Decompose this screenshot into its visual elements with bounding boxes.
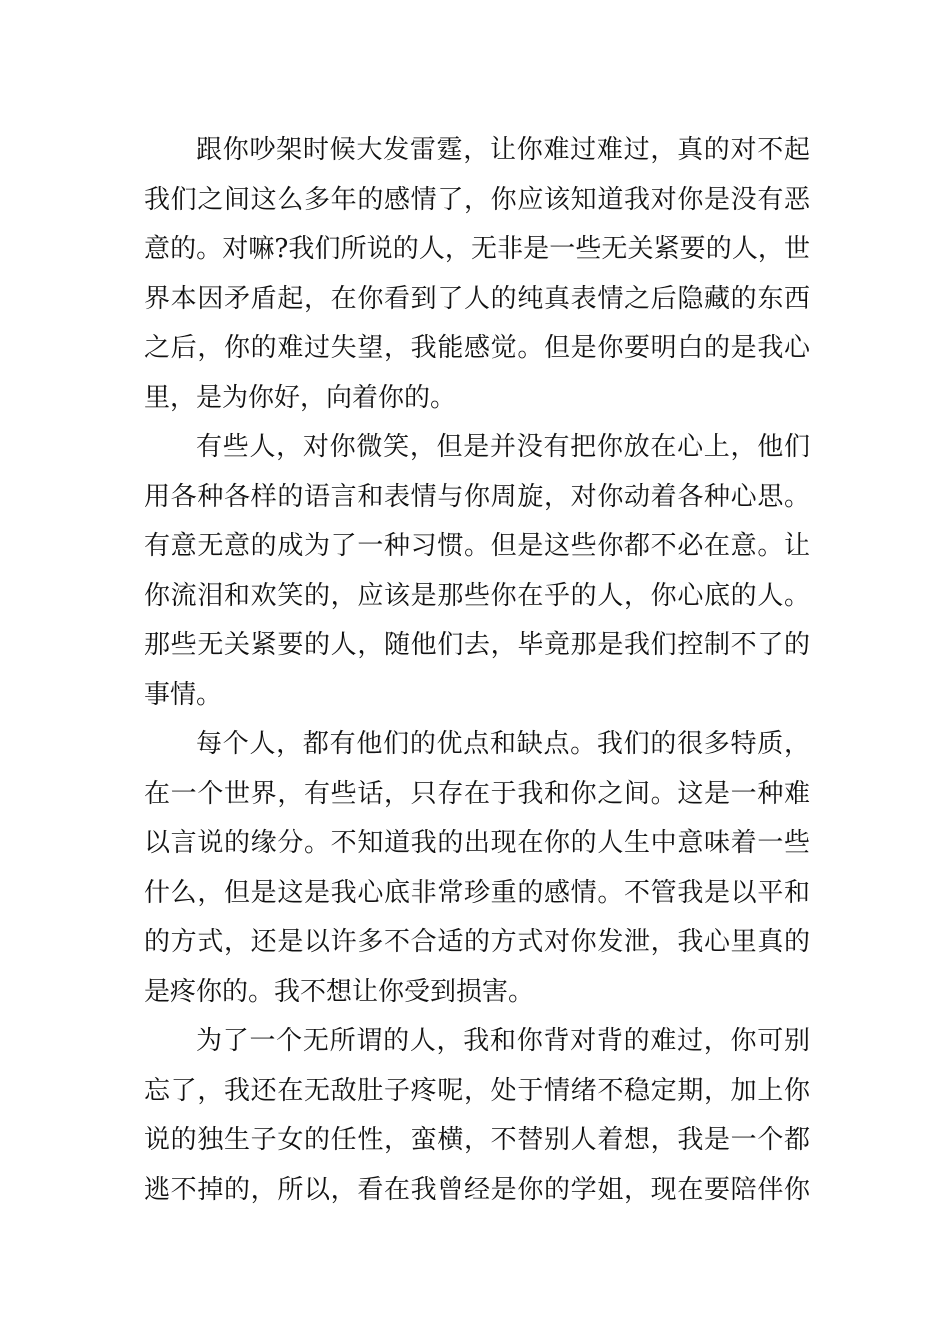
paragraph-1-line-4: 界本因矛盾起，在你看到了人的纯真表情之后隐藏的东西 [144, 284, 810, 314]
paragraph-2-line-5: 那些无关紧要的人，随他们去，毕竟那是我们控制不了的 [144, 630, 810, 660]
paragraph-4-line-1: 为了一个无所谓的人，我和你背对背的难过，你可别 [196, 1026, 810, 1056]
paragraph-1-line-3: 意的。对嘛?我们所说的人，无非是一些无关紧要的人，世 [144, 234, 810, 264]
paragraph-4-line-2: 忘了，我还在无敌肚子疼呢，处于情绪不稳定期，加上你 [144, 1076, 810, 1106]
paragraph-3-line-5: 的方式，还是以许多不合适的方式对你发泄，我心里真的 [144, 927, 810, 957]
paragraph-3-line-2: 在一个世界，有些话，只存在于我和你之间。这是一种难 [144, 779, 810, 809]
paragraph-1-line-1: 跟你吵架时候大发雷霆，让你难过难过，真的对不起 [196, 135, 810, 165]
paragraph-2-line-1: 有些人，对你微笑，但是并没有把你放在心上，他们 [196, 432, 810, 462]
paragraph-2-line-3: 有意无意的成为了一种习惯。但是这些你都不必在意。让 [144, 531, 810, 561]
paragraph-3-line-1: 每个人，都有他们的优点和缺点。我们的很多特质， [196, 729, 810, 759]
paragraph-3-line-4: 什么，但是这是我心底非常珍重的感情。不管我是以平和 [144, 878, 810, 908]
paragraph-3-line-3: 以言说的缘分。不知道我的出现在你的人生中意味着一些 [144, 828, 810, 858]
paragraph-4-line-4: 逃不掉的，所以，看在我曾经是你的学姐，现在要陪伴你 [144, 1175, 810, 1205]
paragraph-1-line-6: 里，是为你好，向着你的。 [144, 383, 457, 413]
paragraph-2-line-4: 你流泪和欢笑的，应该是那些你在乎的人，你心底的人。 [144, 581, 810, 611]
paragraph-3-line-6: 是疼你的。我不想让你受到损害。 [144, 977, 535, 1007]
paragraph-2-line-2: 用各种各样的语言和表情与你周旋，对你动着各种心思。 [144, 482, 810, 512]
paragraph-1-line-2: 我们之间这么多年的感情了，你应该知道我对你是没有恶 [144, 185, 810, 215]
paragraph-2-line-6: 事情。 [144, 680, 223, 710]
paragraph-4-line-3: 说的独生子女的任性，蛮横，不替别人着想，我是一个都 [144, 1125, 810, 1155]
paragraph-1-line-5: 之后，你的难过失望，我能感觉。但是你要明白的是我心 [144, 333, 810, 363]
